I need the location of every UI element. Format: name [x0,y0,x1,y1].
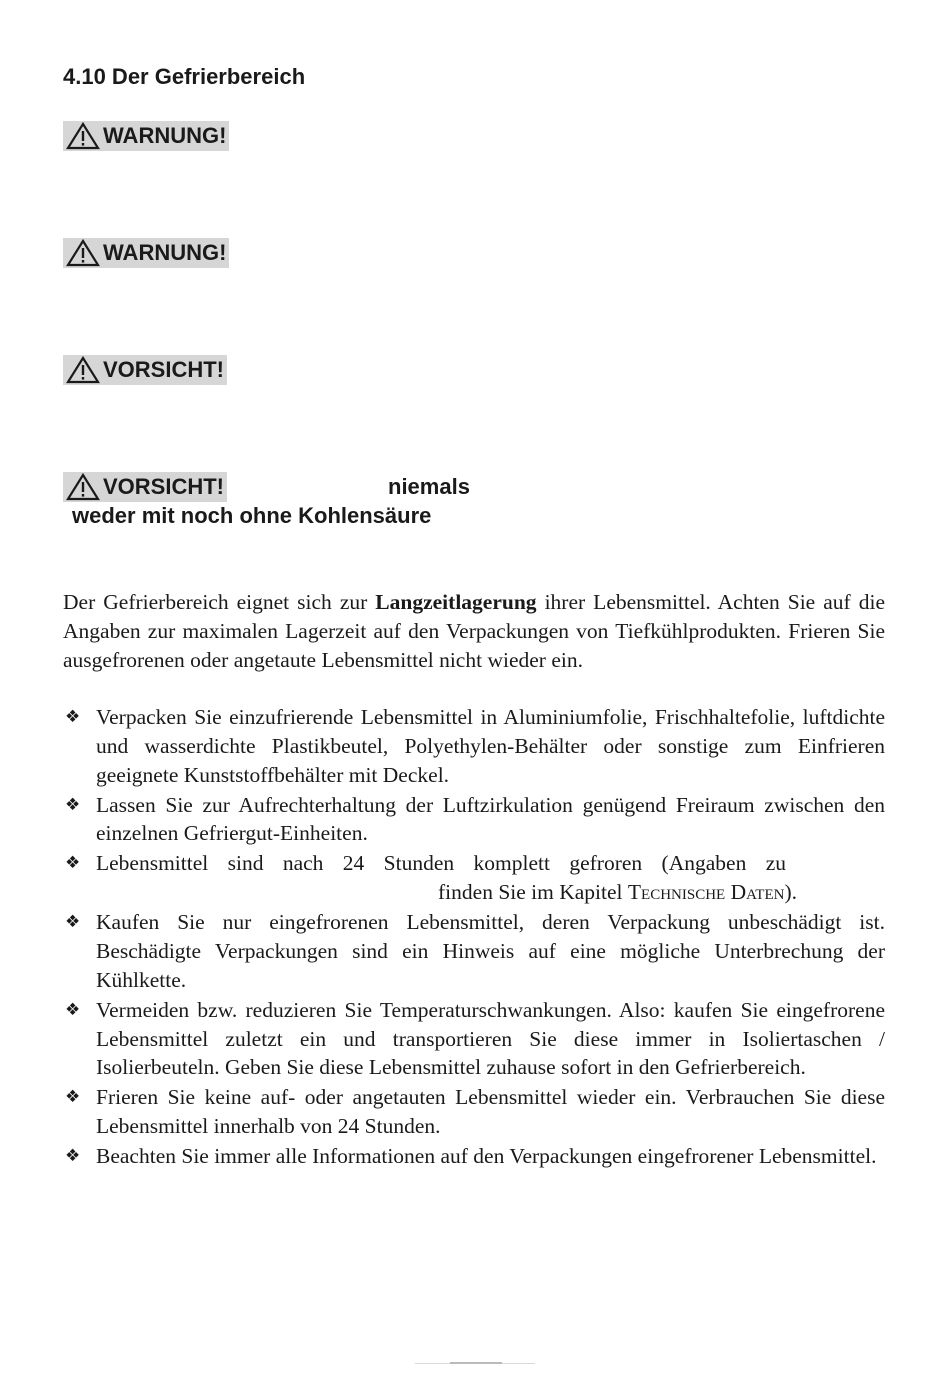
list-item: ❖ Frieren Sie keine auf- oder angetauten Lebensmittel wieder ein. Verbrauchen Sie diese Lebensmittel innerhalb von 24 Stunden. [65,1085,885,1139]
diamond-bullet-icon: ❖ [65,707,81,727]
warning-triangle-icon [66,239,100,267]
section-heading: 4.10 Der Gefrierbereich [63,64,306,89]
caution-notice-1 [63,355,227,385]
list-item: ❖ Beachten Sie immer alle Informationen auf den Verpackungen eingefrorener Lebensmittel. [63,1142,885,1171]
caution-label: VORSICHT! [103,474,224,499]
list-item: ❖ Vermeiden bzw. reduzieren Sie Temperaturschwankungen. Also: kaufen Sie eingefrorene Lebensmittel zuletzt ein und transportieren Sie diese immer in Isoliertaschen / Isolierbeuteln. Geben Sie diese Lebensmittel zuhause sofort in den Gefrierbereich. [65,997,885,1080]
caution-notice-2 [63,472,227,502]
intro-paragraph: Der Gefrierbereich eignet sich zur Langzeitlagerung ihrer Lebensmittel. Achten Sie auf die Angaben zur maximalen Lagerzeit auf den Verpackungen von Tiefkühlprodukten. Frieren Sie ausgefrorenen oder angetaute Lebensmittel nicht wieder ein. [63,590,885,672]
warning-triangle-icon [66,473,100,501]
warning-triangle-icon [66,356,100,384]
warning-notice-2 [63,238,229,268]
intro-bold-term: Langzeitlagerung [375,590,537,614]
caution-fragment-niemals: niemals [388,474,470,499]
diamond-bullet-icon: ❖ [65,853,81,874]
list-item: ❖ Kaufen Sie nur eingefrorenen Lebensmittel, deren Verpackung unbeschädigt ist. Beschädigte Verpackungen sind ein Hinweis auf eine mögliche Unterbrechung der Kühlkette. [65,910,885,992]
warning-notice-1 [63,121,229,151]
caution-fragment-kohlensaeure: weder mit noch ohne Kohlensäure [72,503,432,528]
diamond-bullet-icon: ❖ [65,912,81,933]
diamond-bullet-icon: ❖ [65,999,81,1020]
warning-triangle-icon [66,122,100,150]
chapter-reference: Technische Daten [627,880,785,905]
diamond-bullet-icon: ❖ [65,1087,81,1108]
list-item: ❖ Lebensmittel sind nach 24 Stunden komplett gefroren (Angaben zu finden Sie im Kapitel Technische Daten). [65,851,797,905]
warning-label: WARNUNG! [103,240,227,265]
warning-label: WARNUNG! [103,123,227,148]
list-item: ❖ Lassen Sie zur Aufrechterhaltung der Luftzirkulation genügend Freiraum zwischen den einzelnen Gefriergut-Einheiten. [65,792,885,846]
diamond-bullet-icon: ❖ [65,1146,81,1167]
diamond-bullet-icon: ❖ [65,794,81,815]
footer-divider-accent [450,1362,502,1364]
list-item: ❖ Verpacken Sie einzufrierende Lebensmittel in Aluminiumfolie, Frischhaltefolie, luftdichte und wasserdichte Plastikbeutel, Polyethylen-Behälter oder sonstige zum Einfrieren geeignete Kunststoffbehälter mit Deckel. [65,705,885,787]
storage-tips-list [63,703,885,1172]
caution-label: VORSICHT! [103,357,224,382]
